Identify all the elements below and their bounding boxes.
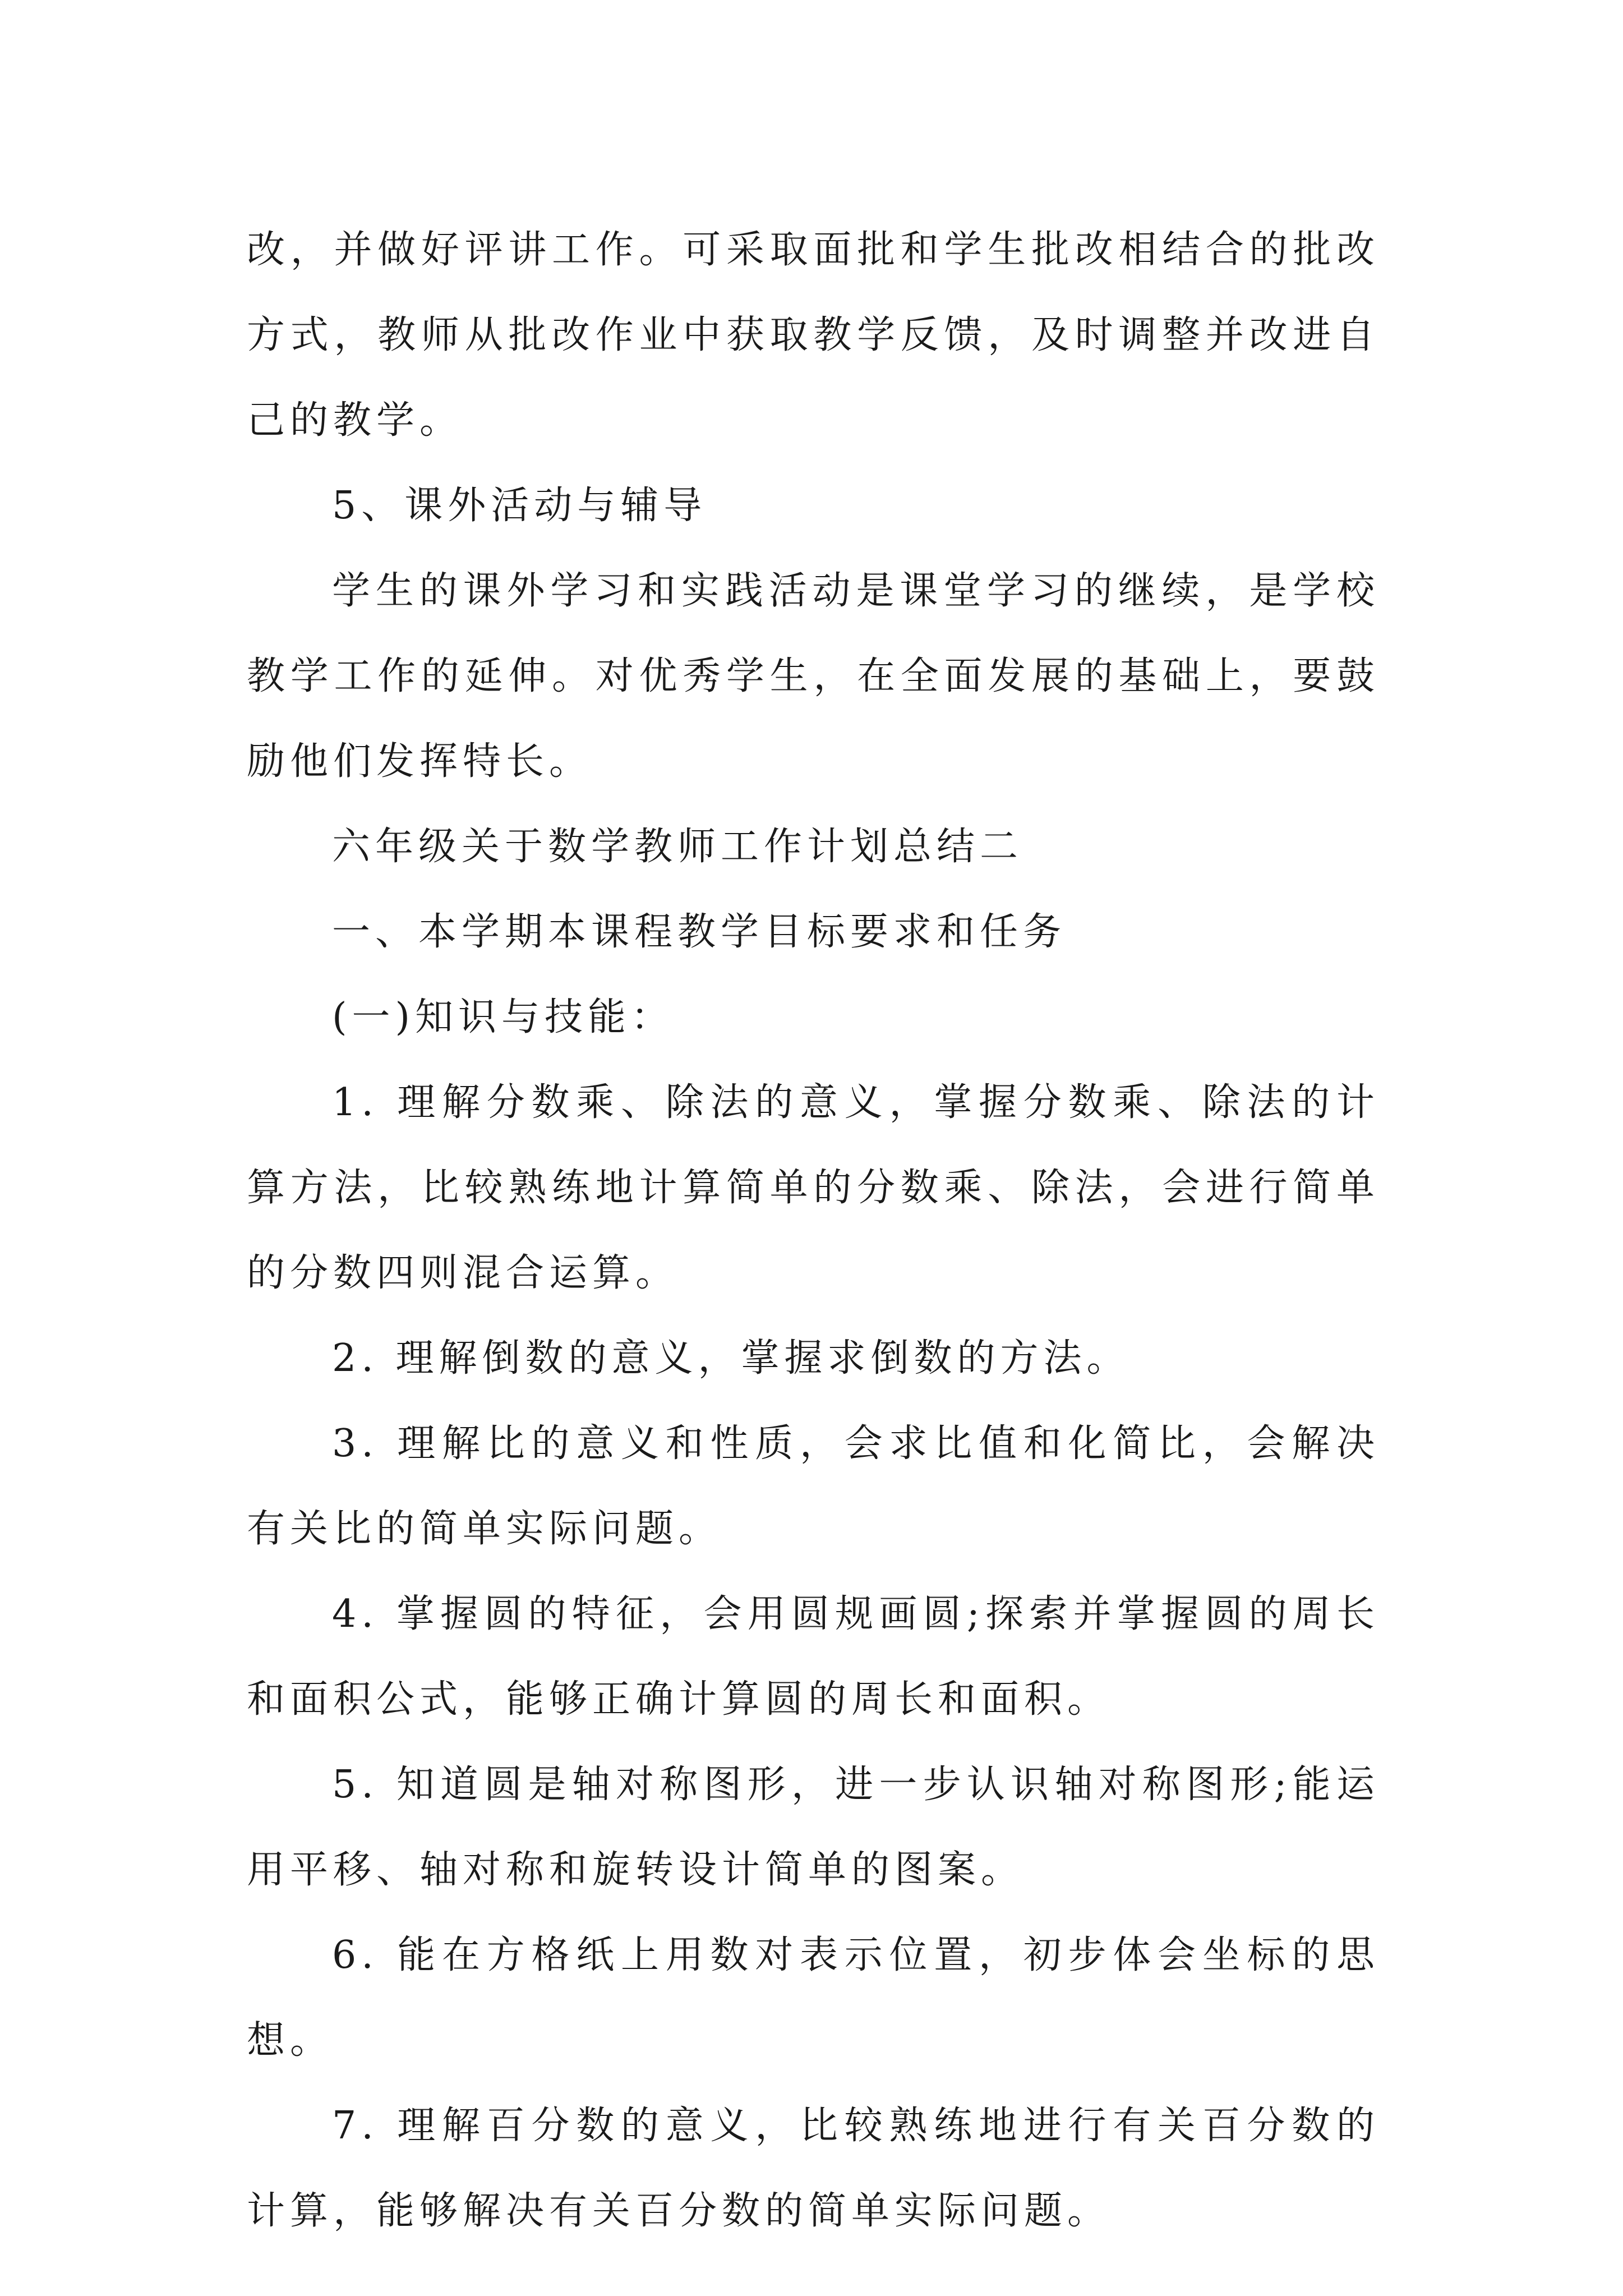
section-title-plan-two: 六年级关于数学教师工作计划总结二 [332,825,1023,869]
heading-knowledge-skills: (一)知识与技能： [332,995,675,1039]
paragraph-extracurricular: 学生的课外学习和实践活动是课堂学习的继续，是学校教学工作的延伸。对优秀学生，在全面发展的基础上，要鼓励他们发挥特长。 [247,569,1380,784]
list-item-2: 2. 理解倒数的意义，掌握求倒数的方法。 [332,1336,1130,1381]
list-item-5: 5. 知道圆是轴对称图形，进一步认识轴对称图形;能运用平移、轴对称和旋转设计简单的图案。 [247,1763,1380,1892]
list-item-3: 3. 理解比的意义和性质，会求比值和化简比，会解决有关比的简单实际问题。 [247,1421,1380,1551]
heading-extracurricular-activities: 5、课外活动与辅导 [332,484,707,528]
paragraph-grading-continuation: 改，并做好评讲工作。可采取面批和学生批改相结合的批改方式，教师从批改作业中获取教学反馈，及时调整并改进自己的教学。 [247,228,1380,443]
list-item-1: 1. 理解分数乘、除法的意义，掌握分数乘、除法的计算方法，比较熟练地计算简单的分数乘、除法，会进行简单的分数四则混合运算。 [247,1080,1380,1295]
list-item-7: 7. 理解百分数的意义，比较熟练地进行有关百分数的计算，能够解决有关百分数的简单实际问题。 [247,2104,1380,2233]
list-item-4: 4. 掌握圆的特征，会用圆规画圆;探索并掌握圆的周长和面积公式，能够正确计算圆的周长和面积。 [247,1592,1380,1722]
document-body [247,208,1380,2254]
heading-teaching-goals: 一、本学期本课程教学目标要求和任务 [332,910,1067,954]
list-item-6: 6. 能在方格纸上用数对表示位置，初步体会坐标的思想。 [247,1933,1380,2063]
